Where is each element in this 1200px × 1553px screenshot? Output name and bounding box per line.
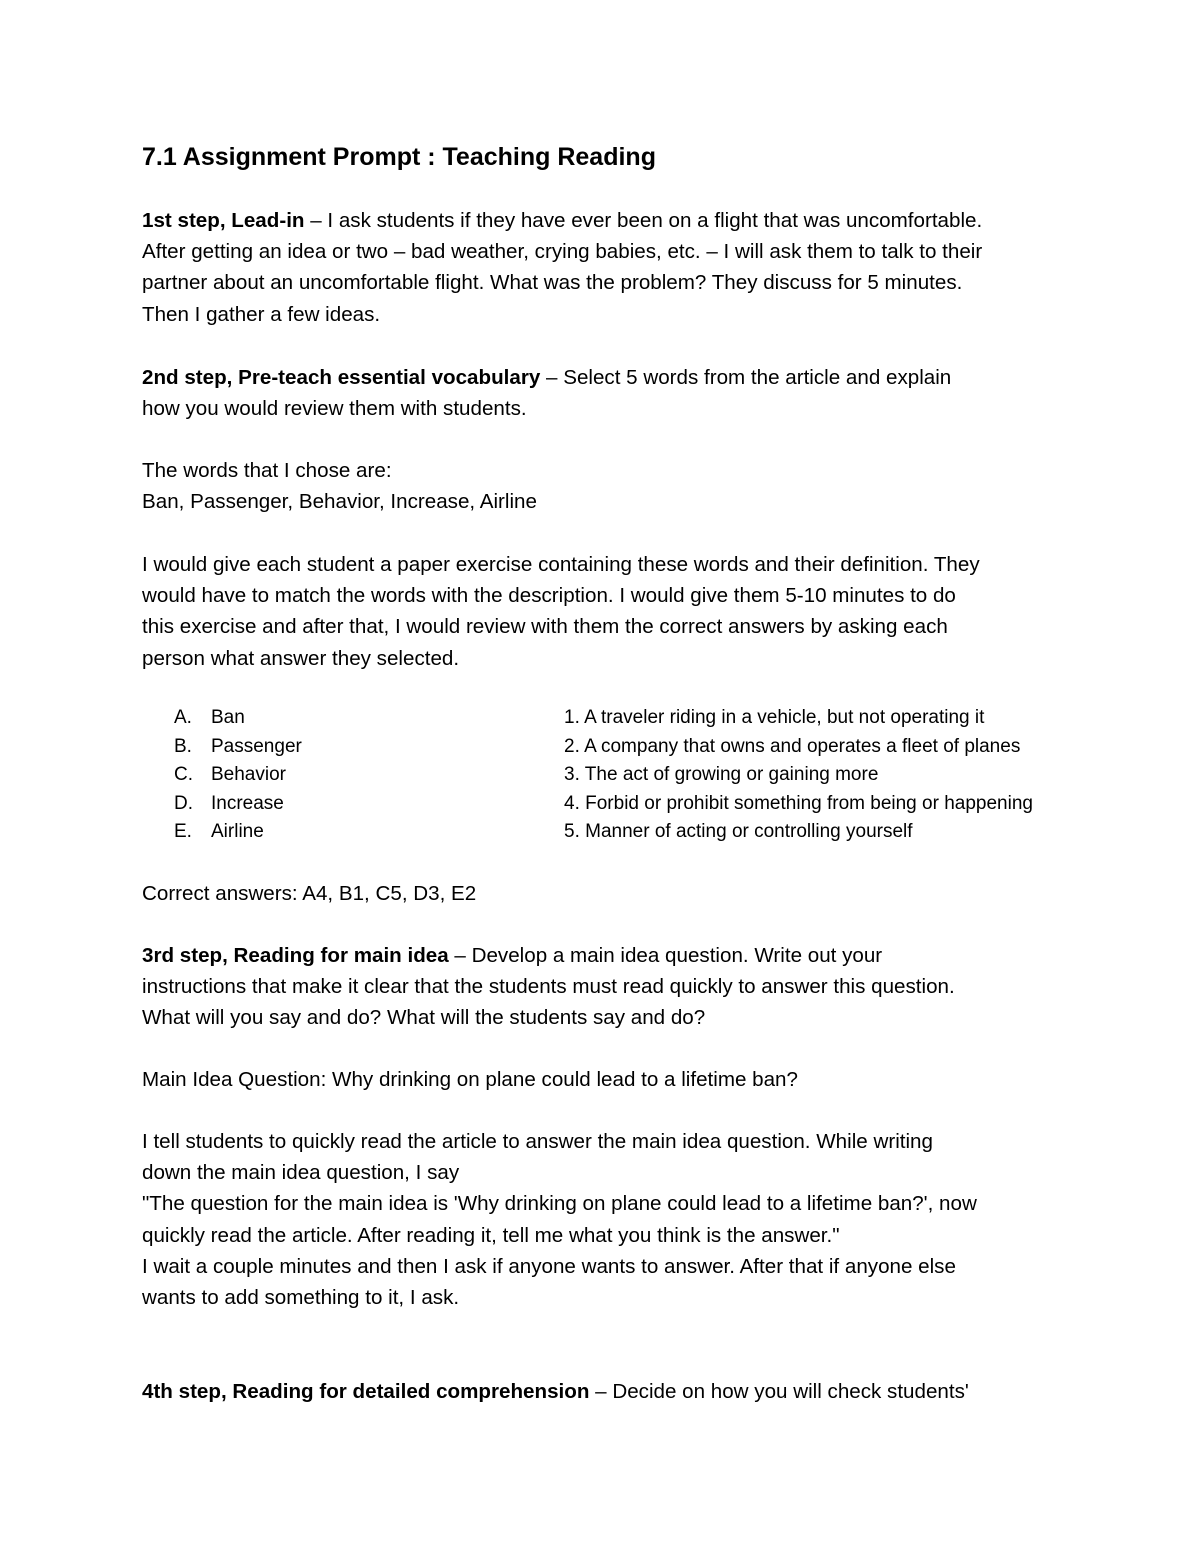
vocab-definition: Forbid or prohibit something from being or happening (579, 792, 1033, 814)
exercise-line-1: I would give each student a paper exercise containing these words and their definition. They (142, 553, 980, 576)
words-intro-paragraph (142, 455, 1117, 517)
step3-text-1: – Develop a main idea question. Write out your (448, 944, 883, 967)
instructions-line-3: "The question for the main idea is 'Why drinking on plane could lead to a lifetime ban?', now (142, 1192, 977, 1216)
main-idea-question: Main Idea Question: Why drinking on plane could lead to a lifetime ban? (142, 1068, 798, 1091)
step3-line-1 (142, 940, 1117, 971)
vocab-definition-item (564, 790, 1124, 819)
vocab-definition: A traveler riding in a vehicle, but not operating it (579, 707, 985, 728)
vocab-word-item (174, 704, 554, 733)
vocab-definition: The act of growing or gaining more (579, 764, 879, 786)
exercise-line-3: this exercise and after that, I would review with them the correct answers by asking each (142, 615, 948, 639)
vocab-word-item (174, 733, 554, 762)
instructions-paragraph (142, 1126, 1117, 1313)
vocab-word-item (174, 790, 554, 819)
words-intro-line-2: Ban, Passenger, Behavior, Increase, Airline (142, 490, 537, 514)
step1-paragraph (142, 205, 1117, 330)
step3-paragraph (142, 940, 1117, 1034)
step2-heading: 2nd step, Pre-teach essential vocabulary (142, 366, 541, 389)
vocab-definition-list (564, 704, 1124, 847)
document-title: 7.1 Assignment Prompt : Teaching Reading (142, 143, 656, 171)
step4-line-1 (142, 1376, 1117, 1407)
correct-answers-paragraph (142, 878, 1117, 909)
instructions-line-6: wants to add something to it, I ask. (142, 1286, 460, 1310)
step1-line-1 (142, 205, 1117, 236)
vocab-word: Airline (211, 821, 264, 843)
step3-heading: 3rd step, Reading for main idea (142, 944, 449, 967)
instructions-line-4: quickly read the article. After reading it, tell me what you think is the answer." (142, 1223, 840, 1247)
step1-line-3: partner about an uncomfortable flight. What was the problem? They discuss for 5 minutes. (142, 271, 963, 295)
list-marker: B. (174, 735, 192, 757)
vocab-word: Passenger (211, 735, 302, 757)
step1-heading: 1st step, Lead-in (142, 209, 305, 232)
list-marker: D. (174, 792, 193, 814)
vocab-definition-item (564, 733, 1124, 762)
list-marker: 1. (564, 707, 580, 728)
step1-text-1: – I ask students if they have ever been on a flight that was uncomfortable. (304, 209, 983, 232)
words-intro-line-1: The words that I chose are: (142, 459, 392, 482)
vocab-definition: Manner of acting or controlling yourself (579, 821, 913, 843)
list-marker: C. (174, 764, 193, 786)
step1-line-2: After getting an idea or two – bad weather, crying babies, etc. – I will ask them to talk to their (142, 240, 983, 264)
step4-text-1: – Decide on how you will check students' (589, 1380, 969, 1403)
list-marker: E. (174, 821, 192, 843)
vocab-definition-item (564, 818, 1124, 847)
step2-paragraph (142, 362, 1117, 424)
vocab-word-list (174, 704, 554, 847)
step2-line-1 (142, 362, 1117, 393)
list-marker: 3. (564, 764, 580, 786)
step4-heading: 4th step, Reading for detailed comprehension (142, 1380, 590, 1403)
exercise-paragraph (142, 549, 1117, 674)
exercise-line-2: would have to match the words with the description. I would give them 5-10 minutes to do (142, 584, 956, 608)
vocab-definition-item (564, 704, 1124, 733)
step3-line-3: What will you say and do? What will the students say and do? (142, 1006, 706, 1030)
vocab-definition: A company that owns and operates a fleet of planes (579, 735, 1021, 757)
instructions-line-2: down the main idea question, I say (142, 1161, 460, 1185)
list-marker: A. (174, 707, 192, 728)
vocab-word-item (174, 761, 554, 790)
step2-line-2: how you would review them with students. (142, 397, 527, 421)
list-marker: 4. (564, 792, 580, 814)
instructions-line-5: I wait a couple minutes and then I ask if anyone wants to answer. After that if anyone else (142, 1254, 956, 1278)
step1-line-4: Then I gather a few ideas. (142, 302, 381, 326)
instructions-line-1: I tell students to quickly read the article to answer the main idea question. While writing (142, 1130, 933, 1153)
step3-line-2: instructions that make it clear that the students must read quickly to answer this question. (142, 975, 955, 999)
vocab-word: Ban (211, 707, 245, 728)
vocab-word: Increase (211, 792, 284, 814)
step2-text-1: – Select 5 words from the article and explain (540, 366, 952, 389)
step4-paragraph (142, 1376, 1117, 1407)
vocab-definition-item (564, 761, 1124, 790)
vocab-word-item (174, 818, 554, 847)
list-marker: 5. (564, 821, 580, 843)
vocab-word: Behavior (211, 764, 286, 786)
main-idea-paragraph (142, 1064, 1117, 1095)
exercise-line-4: person what answer they selected. (142, 646, 460, 670)
correct-answers: Correct answers: A4, B1, C5, D3, E2 (142, 882, 477, 905)
list-marker: 2. (564, 735, 580, 757)
